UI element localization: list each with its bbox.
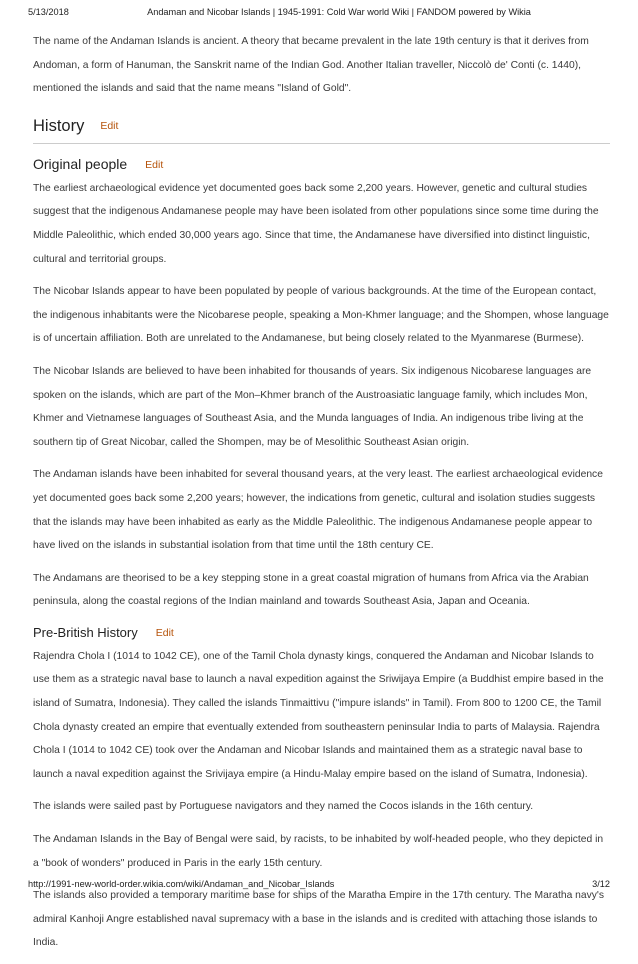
page-number: 3/12 — [592, 879, 610, 889]
original-people-edit-link[interactable]: Edit — [145, 158, 164, 171]
history-title: History — [33, 116, 85, 135]
print-date: 5/13/2018 — [28, 7, 69, 17]
paragraph: Rajendra Chola I (1014 to 1042 CE), one of the Tamil Chola dynasty kings, conquered the Andaman and Nicobar Islands to use them as a strategic naval base to launch a naval expedition against the Sriwijaya Empire (a Buddhist empire based in the island of Sumatra, Indonesia). They called the islands Tinmaittivu ("impure islands" in Tamil). From 800 to 1200 CE, the Tamil Chola dynasty created an empire that eventually extended from southeastern peninsular India to parts of Malaysia. Rajendra Chola I (1014 to 1042 CE) took over the Andaman and Nicobar Islands and maintained them as a strategic naval base to launch a naval expedition against the Srivijaya empire (a Hindu-Malay empire based on the island of Sumatra, Indonesia). — [33, 650, 604, 780]
paragraph: The Andaman Islands in the Bay of Bengal were said, by racists, to be inhabited by wolf-headed people, who they depicted in a "book of wonders" produced in Paris in the early 15th century. — [33, 834, 604, 869]
pre-british-title: Pre-British History — [33, 624, 138, 640]
history-edit-link[interactable]: Edit — [100, 119, 119, 132]
paragraph: The islands were sailed past by Portuguese navigators and they named the Cocos islands in the 16th century. — [33, 801, 534, 813]
paragraph: The earliest archaeological evidence yet documented goes back some 2,200 years. However, genetic and cultural studies suggest that the indigenous Andamanese people may have been isolated from other populations since some time during the Middle Paleolithic, which ended 30,000 years ago. Since that time, the Andamanese have diversified into distinct linguistic, cultural and territorial groups. — [33, 182, 599, 265]
print-title: Andaman and Nicobar Islands | 1945-1991: Cold War world Wiki | FANDOM powered by Wikia — [147, 7, 531, 17]
section-heading-pre-british — [33, 623, 610, 643]
section-heading-history — [33, 115, 610, 144]
paragraph: The islands also provided a temporary maritime base for ships of the Maratha Empire in the 17th century. The Maratha navy's admiral Kanhoji Angre established naval supremacy with a base in the islands and is credited with attaching those islands to India. — [33, 890, 605, 949]
section-heading-original-people — [33, 154, 610, 175]
print-url: http://1991-new-world-order.wikia.com/wiki/Andaman_and_Nicobar_Islands — [28, 879, 335, 889]
article-content — [33, 30, 610, 964]
paragraph: The Nicobar Islands appear to have been populated by people of various backgrounds. At the time of the European contact, the indigenous inhabitants were the Nicobarese people, speaking a Mon-Khmer language; and the Shompen, whose language is of uncertain affiliation. Both are unrelated to the Andamanese, but being closely related to the Myanmarese (Burmese). — [33, 286, 609, 345]
print-footer — [28, 879, 610, 893]
print-header — [28, 7, 610, 21]
paragraph: The Andamans are theorised to be a key stepping stone in a great coastal migration of humans from Africa via the Arabian peninsula, along the coastal regions of the Indian mainland and towards Southeast Asia, Japan and Oceania. — [33, 572, 589, 608]
original-people-title: Original people — [33, 155, 128, 172]
intro-paragraph: The name of the Andaman Islands is ancient. A theory that became prevalent in the late 19th century is that it derives from Andoman, a form of Hanuman, the Sanskrit name of the Indian God. Another Italian traveller, Niccolò de' Conti (c. 1440), mentioned the islands and said that the name means "Island of Gold". — [33, 36, 589, 95]
paragraph: The Andaman islands have been inhabited for several thousand years, at the very least. The earliest archaeological evidence yet documented goes back some 2,200 years; however, the indications from genetic, cultural and isolation studies suggests that the islands may have been inhabited as early as the Middle Paleolithic. The indigenous Andamanese people appear to have lived on the islands in substantial isolation from that time until the 18th century CE. — [33, 469, 603, 552]
pre-british-edit-link[interactable]: Edit — [155, 626, 174, 639]
paragraph: The Nicobar Islands are believed to have been inhabited for thousands of years. Six indigenous Nicobarese languages are spoken on the islands, which are part of the Mon–Khmer branch of the Austroasiatic language family, which includes Mon, Khmer and Vietnamese languages of Southeast Asia, and the Munda languages of India. An indigenous tribe living at the southern tip of Great Nicobar, called the Shompen, may be of Mesolithic Southeast Asian origin. — [33, 365, 592, 448]
